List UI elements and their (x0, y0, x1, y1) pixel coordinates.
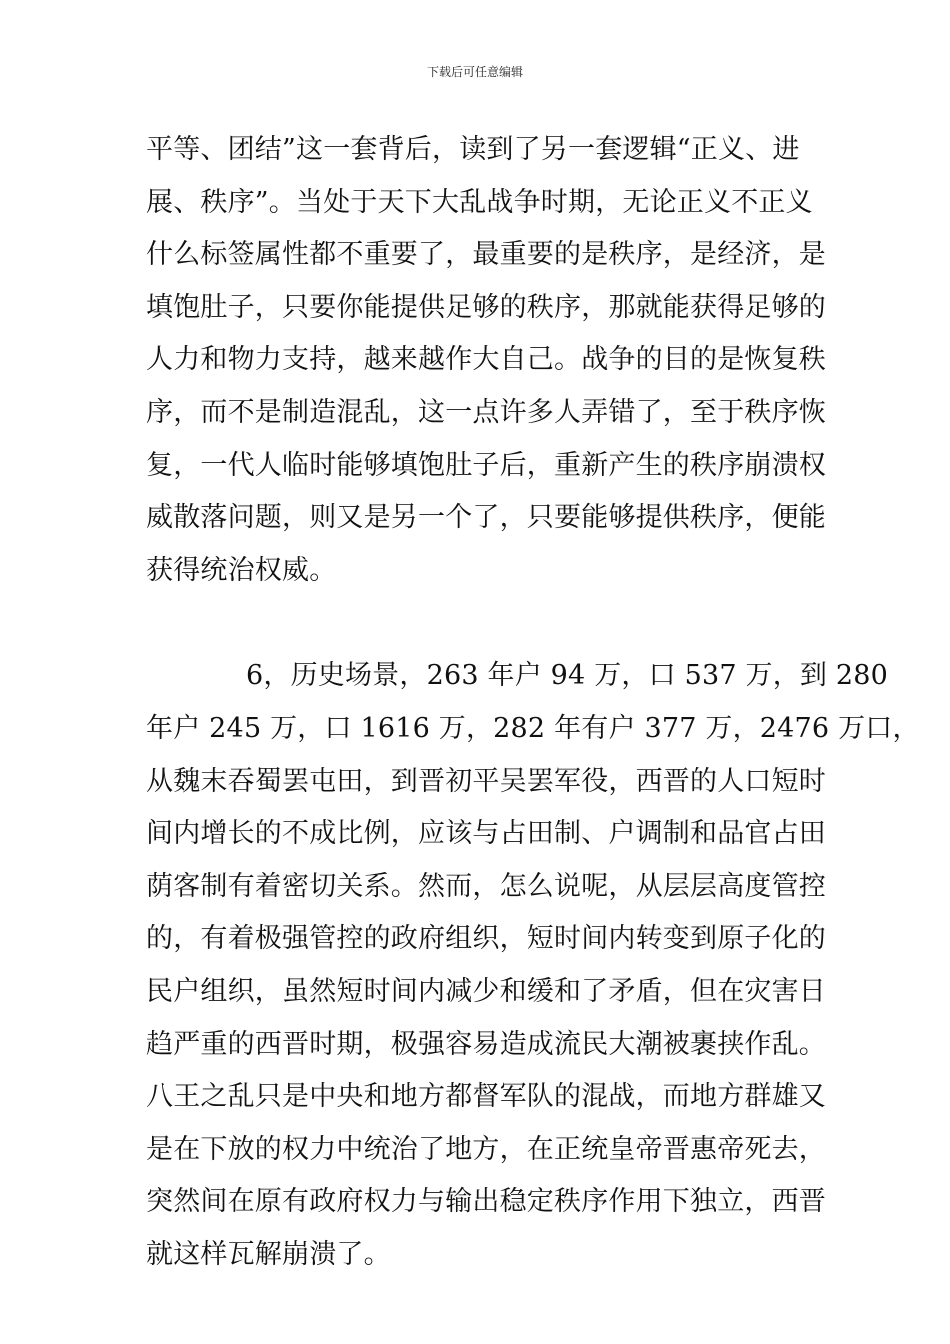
text-line: 复，一代人临时能够填饱肚子后，重新产生的秩序崩溃权 (146, 449, 826, 481)
text-line: 的，有着极强管控的政府组织，短时间内转变到原子化的 (146, 923, 826, 955)
text-line: 从魏末吞蜀罢屯田，到晋初平吴罢军役，西晋的人口短时 (146, 765, 826, 797)
text-line: 就这样瓦解崩溃了。 (146, 1238, 391, 1270)
text-line: 民户组织，虽然短时间内减少和缓和了矛盾，但在灾害日 (146, 975, 826, 1007)
text-line: 获得统治权威。 (146, 554, 337, 586)
text-line: 序，而不是制造混乱，这一点许多人弄错了，至于秩序恢 (146, 396, 826, 428)
paragraph-2 (146, 654, 920, 1277)
text-line: 荫客制有着密切关系。然而，怎么说呢，从层层高度管控 (146, 870, 826, 902)
page-header: 下载后可任意编辑 (426, 65, 523, 79)
text-line: 人力和物力支持，越来越作大自己。战争的目的是恢复秩 (146, 344, 826, 376)
text-line: 什么标签属性都不重要了，最重要的是秩序，是经济，是 (146, 239, 826, 271)
text-line: 是在下放的权力中统治了地方，在正统皇帝晋惠帝死去， (146, 1133, 826, 1165)
text-line: 趋严重的西晋时期，极强容易造成流民大潮被裹挟作乱。 (146, 1028, 826, 1060)
text-line: 平等、团结”这一套背后，读到了另一套逻辑“正义、进 (146, 134, 800, 165)
document-body (146, 128, 920, 1285)
text-line: 展、秩序”。当处于天下大乱战争时期，无论正义不正义 (146, 186, 813, 218)
text-line: 年户 245 万，口 1616 万，282 年有户 377 万，2476 万口， (146, 712, 920, 744)
text-line: 威散落问题，则又是另一个了，只要能够提供秩序，便能 (146, 502, 826, 534)
text-line: 间内增长的不成比例，应该与占田制、户调制和品官占田 (146, 818, 826, 850)
paragraph-1 (146, 128, 826, 593)
text-line-indented: 6，历史场景，263 年户 94 万，口 537 万，到 280 (246, 660, 889, 692)
text-line: 填饱肚子，只要你能提供足够的秩序，那就能获得足够的 (146, 291, 826, 323)
text-line: 突然间在原有政府权力与输出稳定秩序作用下独立，西晋 (146, 1186, 826, 1218)
text-line: 八王之乱只是中央和地方都督军队的混战，而地方群雄又 (146, 1081, 826, 1113)
paragraph-gap (146, 601, 810, 654)
